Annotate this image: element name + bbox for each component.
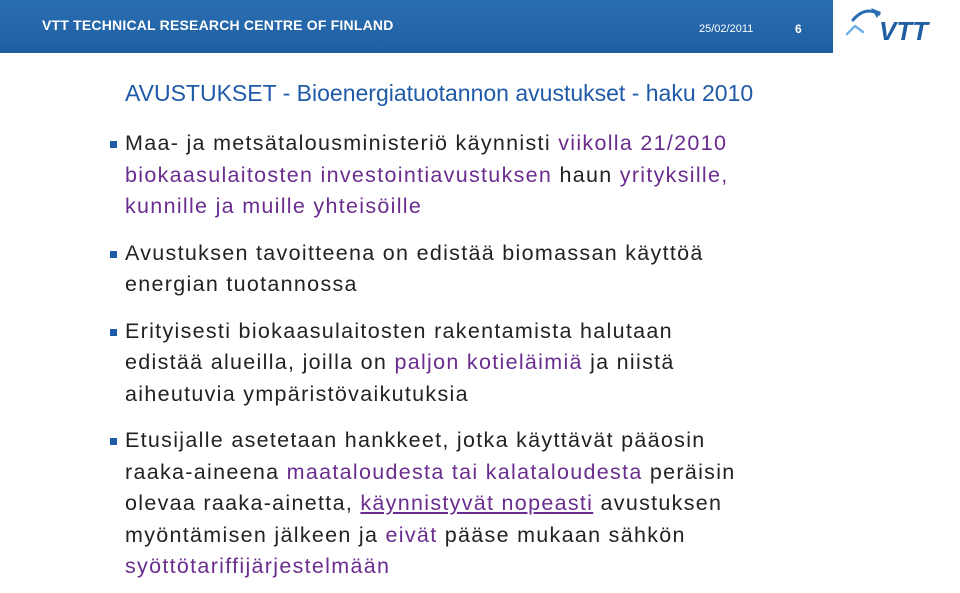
highlighted-text: biokaasulaitosten investointiavustuksen: [125, 162, 553, 187]
vtt-logo: [833, 0, 960, 53]
text-segment: aiheutuvia ympäristövaikutuksia: [125, 381, 469, 406]
bullet-text: [125, 316, 675, 411]
text-segment: edistää alueilla, joilla on: [125, 350, 395, 374]
slide-title: AVUSTUKSET - Bioenergiatuotannon avustukset - haku 2010: [125, 80, 754, 106]
bullet-text: [125, 238, 704, 301]
text-segment: Etusijalle asetetaan hankkeet, jotka käyttävät pääosin: [125, 428, 706, 452]
bullet-line: [125, 520, 736, 552]
slide-date: 25/02/2011: [699, 23, 754, 35]
text-segment: ja niistä: [582, 350, 675, 374]
highlighted-text: syöttötariffijärjestelmään: [125, 554, 391, 578]
highlighted-text: yrityksille,: [619, 162, 729, 187]
bullet-item: [110, 238, 940, 301]
text-segment: energian tuotannossa: [125, 272, 358, 296]
bullet-line: [125, 551, 736, 583]
bullet-line: [125, 457, 736, 489]
text-segment: Maa- ja metsätalousministeriö käynnisti: [125, 131, 559, 155]
text-segment: Erityisesti biokaasulaitosten rakentamista halutaan: [125, 318, 673, 343]
highlighted-text: eivät: [385, 522, 438, 547]
bullet-item: [110, 128, 940, 223]
text-segment: haun: [552, 162, 620, 187]
bullet-line: [125, 269, 704, 301]
bullet-line: [125, 316, 675, 348]
highlighted-text: paljon kotieläimiä: [394, 350, 583, 374]
text-segment: peräisin: [642, 459, 736, 484]
bullet-line: [125, 191, 729, 223]
highlighted-text: viikolla 21/2010: [558, 131, 728, 155]
highlighted-text: maataloudesta tai kalataloudesta: [286, 459, 643, 484]
bullet-square-icon: [110, 329, 117, 336]
text-segment: raaka-aineena: [125, 459, 287, 484]
bullet-line: [125, 425, 736, 457]
page-number: 6: [795, 22, 802, 36]
organization-name: VTT TECHNICAL RESEARCH CENTRE OF FINLAND: [42, 17, 394, 33]
bullet-text: [125, 128, 729, 223]
bullet-line: [125, 160, 729, 192]
logo-text: VTT: [879, 16, 929, 46]
vtt-logo-icon: [843, 4, 955, 48]
bullet-square-icon: [110, 438, 117, 445]
bullet-text: [125, 425, 736, 583]
bullet-list: [110, 128, 940, 583]
header-bar: [0, 0, 960, 53]
text-segment: pääse mukaan sähkön: [437, 522, 686, 547]
bullet-line: [125, 379, 675, 411]
highlighted-text: kunnille ja muille yhteisöille: [125, 194, 423, 218]
highlighted-text: käynnistyvät nopeasti: [360, 491, 594, 515]
bullet-item: [110, 316, 940, 411]
bullet-square-icon: [110, 251, 117, 258]
text-segment: Avustuksen tavoitteena on edistää biomassan käyttöä: [125, 240, 704, 265]
bullet-line: [125, 128, 729, 160]
text-segment: olevaa raaka-ainetta,: [125, 491, 361, 515]
bullet-item: [110, 425, 940, 583]
bullet-line: [125, 238, 704, 270]
bullet-line: [125, 488, 736, 520]
bullet-line: [125, 347, 675, 379]
text-segment: myöntämisen jälkeen ja: [125, 522, 386, 547]
text-segment: avustuksen: [593, 491, 723, 515]
bullet-square-icon: [110, 141, 117, 148]
